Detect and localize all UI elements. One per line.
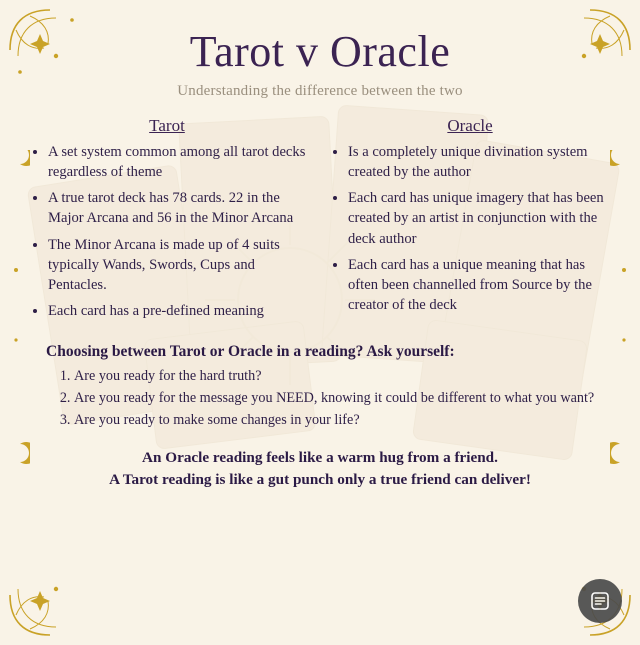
text-lines-icon-button[interactable]: [578, 579, 622, 623]
tarot-column-heading: Tarot: [149, 116, 185, 135]
list-item: 3. Are you ready to make some changes in your life?: [74, 411, 614, 431]
questions-list: [26, 367, 614, 431]
list-item: • Is a completely unique divination system created by the author: [348, 142, 614, 182]
corner-flourish-icon: [4, 545, 100, 641]
page-title: Tarot v Oracle: [189, 27, 451, 76]
page-subtitle: Understanding the difference between the two: [177, 83, 463, 99]
list-item: • A set system common among all tarot decks regardless of theme: [48, 142, 308, 182]
ask-yourself-heading: Choosing between Tarot or Oracle in a reading? Ask yourself:: [46, 343, 455, 360]
list-item: • The Minor Arcana is made up of 4 suits typically Wands, Swords, Cups and Pentacles.: [48, 235, 308, 295]
closing-line-oracle: An Oracle reading feels like a warm hug from a friend.: [142, 448, 498, 466]
list-item: • A true tarot deck has 78 cards. 22 in the Major Arcana and 56 in the Minor Arcana: [48, 188, 308, 228]
oracle-column: [320, 116, 614, 327]
list-item: 1. Are you ready for the hard truth?: [74, 367, 614, 387]
closing-statement: [26, 447, 614, 493]
tarot-column: [26, 116, 320, 327]
closing-line-tarot: A Tarot reading is like a gut punch only a true friend can deliver!: [109, 471, 531, 489]
tarot-bullet-list: [26, 142, 308, 321]
list-item: • Each card has a pre-defined meaning: [48, 301, 308, 321]
oracle-column-heading: Oracle: [447, 116, 493, 135]
list-item: • Each card has unique imagery that has been created by an artist in conjunction with the deck author: [348, 188, 614, 248]
list-item: • Each card has a unique meaning that has often been channelled from Source by the creator of the deck: [348, 255, 614, 315]
oracle-bullet-list: [326, 142, 614, 315]
list-item: 2. Are you ready for the message you NEED, knowing it could be different to what you want?: [74, 389, 614, 409]
poster-content: [0, 26, 640, 492]
comparison-columns: [26, 116, 614, 327]
text-lines-icon: [588, 589, 612, 613]
